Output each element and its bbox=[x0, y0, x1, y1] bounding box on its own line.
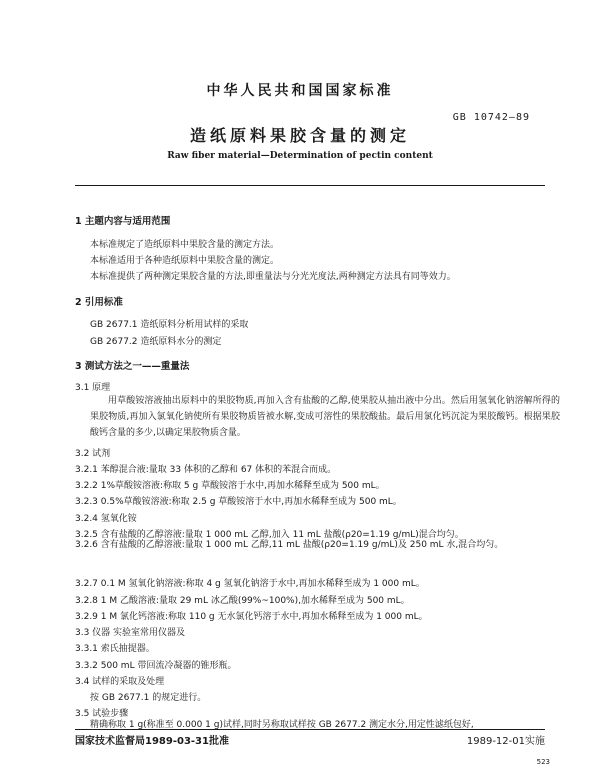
reagent-item: 3.2.9 1 M 氯化钙溶液:称取 110 g 无水氯化钙溶于水中,再加水稀释至成为 1 000 mL。 bbox=[75, 612, 428, 622]
sampling-label: 3.4 试样的采取及处理 bbox=[75, 677, 165, 687]
reagent-item: 3.2.6 含有盐酸的乙醇溶液:量取 1 000 mL 乙醇,11 mL 盐酸(ρ20=1.19 g/mL)及 250 mL 水,混合均匀。 bbox=[75, 540, 504, 550]
reference-standard: GB 2677.1 造纸原料分析用试样的采取 bbox=[90, 320, 249, 330]
reagent-item: 3.2.7 0.1 M 氢氧化钠溶液:称取 4 g 氢氧化钠溶于水中,再加水稀释至成为 1 000 mL。 bbox=[75, 579, 425, 589]
sampling-text: 按 GB 2677.1 的规定进行。 bbox=[90, 693, 207, 703]
national-standard-heading: 中华人民共和国国家标准 bbox=[206, 83, 394, 99]
section-3-heading: 3 测试方法之一——重量法 bbox=[75, 361, 190, 372]
section-2-heading: 2 引用标准 bbox=[75, 297, 123, 308]
section-1-line: 本标准规定了造纸原料中果胶含量的测定方法。 bbox=[90, 240, 280, 250]
reagent-item: 3.2.3 0.5%草酸铵溶液:称取 2.5 g 草酸铵溶于水中,再加水稀释至成为 500 mL。 bbox=[75, 497, 402, 507]
header-divider bbox=[75, 185, 545, 186]
principle-label: 3.1 原理 bbox=[75, 383, 111, 393]
reference-standard: GB 2677.2 造纸原料水分的测定 bbox=[90, 337, 222, 347]
reagent-item: 3.2.2 1%草酸铵溶液:称取 5 g 草酸铵溶于水中,再加水稀释至成为 500 mL。 bbox=[75, 481, 385, 491]
footer-divider bbox=[75, 729, 545, 730]
reagent-item: 3.2.5 含有盐酸的乙醇溶液:量取 1 000 mL 乙醇,加入 11 mL 盐酸(ρ20=1.19 g/mL)混合均匀。 bbox=[75, 530, 464, 540]
principle-paragraph: 用草酸铵溶液抽出原料中的果胶物质,再加入含有盐酸的乙醇,使果胶从抽出液中分出。然后用氢氧化钠溶解所得的果胶物质,再加入氯氧化钠使所有果胶物质皆被水解,变成可溶性的果胶酸盐。最后用氯化钙沉淀为果胶酸钙。根据果胶酸钙含量的多少,以确定果胶物质含量。 bbox=[90, 396, 560, 438]
reagent-item: 3.2.1 苯醇混合液:量取 33 体积的乙醇和 67 体积的苯混合而成。 bbox=[75, 465, 337, 475]
document-title-en: Raw fiber material—Determination of pectin content bbox=[167, 151, 433, 161]
section-1-line: 本标准适用于各种造纸原料中果胶含量的测定。 bbox=[90, 256, 280, 266]
instrument-item: 3.3.2 500 mL 带回流冷凝器的锥形瓶。 bbox=[75, 661, 237, 671]
page-number: 523 bbox=[536, 758, 550, 766]
reagent-item: 3.2.4 氢氧化铵 bbox=[75, 514, 137, 524]
steps-label: 3.5 试验步骤 bbox=[75, 709, 129, 719]
reagent-item: 3.2.8 1 M 乙酸溶液:量取 29 mL 冰乙酸(99%~100%),加水稀释至成为 500 mL。 bbox=[75, 596, 410, 606]
section-1-heading: 1 主题内容与适用范围 bbox=[75, 216, 171, 227]
implementation-date: 1989-12-01实施 bbox=[466, 736, 545, 747]
instrument-item: 3.3.1 索氏抽提器。 bbox=[75, 644, 155, 654]
steps-text: 精确称取 1 g(称准至 0.000 1 g)试样,同时另称取试样按 GB 2677.2 测定水分,用定性滤纸包好, bbox=[90, 720, 474, 730]
standard-number: GB 10742—89 bbox=[452, 112, 530, 123]
document-title-cn: 造纸原料果胶含量的测定 bbox=[189, 126, 410, 145]
approval-date: 国家技术监督局1989-03-31批准 bbox=[75, 736, 229, 747]
section-1-line: 本标准提供了两种测定果胶含量的方法,即重量法与分光光度法,两种测定方法具有同等效力。 bbox=[90, 272, 456, 282]
reagents-label: 3.2 试剂 bbox=[75, 449, 111, 459]
instruments-label: 3.3 仪器 实验室常用仪器及 bbox=[75, 628, 186, 638]
